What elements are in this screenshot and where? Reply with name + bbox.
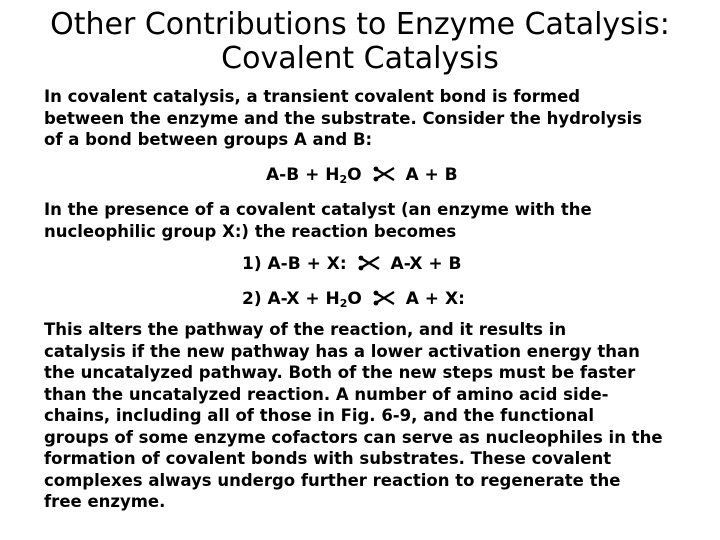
intro-paragraph: In covalent catalysis, a transient covalent bond is formed between the enzyme and the substrate. Consider the hydrolysis of a bond between groups A and B: <box>44 87 643 149</box>
step-1-equation: 1) A-B + X: A-X + B <box>242 254 462 274</box>
equilibrium-arrow-icon <box>372 290 396 306</box>
equilibrium-arrow-icon <box>357 255 381 271</box>
title-line-2: Covalent Catalysis <box>221 41 499 76</box>
equilibrium-arrow-icon <box>372 166 396 182</box>
catalyst-paragraph: In the presence of a covalent catalyst (an enzyme with the nucleophilic group X:) the reaction becomes <box>44 200 592 241</box>
slide-title <box>0 8 720 76</box>
step-2-equation: 2) $A-X + H_2O$ A + X: <box>242 289 465 310</box>
explanation-paragraph: This alters the pathway of the reaction, and it results in catalysis if the new pathway has a lower activation energy than the uncatalyzed pathway. Both of the new steps must be faster than the uncatalyzed reaction. A number of amino acid side- chains, including all of those in Fig. 6-9, and the functional groups of some enzyme cofactors can serve as nucleophiles in the formation of covalent bonds with substrates. These covalent complexes always undergo further reaction to regenerate the free enzyme. <box>44 320 663 511</box>
title-line-1: Other Contributions to Enzyme Catalysis: <box>50 7 670 42</box>
hydrolysis-equation: $A-B + H_2O$ A + B <box>266 165 458 186</box>
